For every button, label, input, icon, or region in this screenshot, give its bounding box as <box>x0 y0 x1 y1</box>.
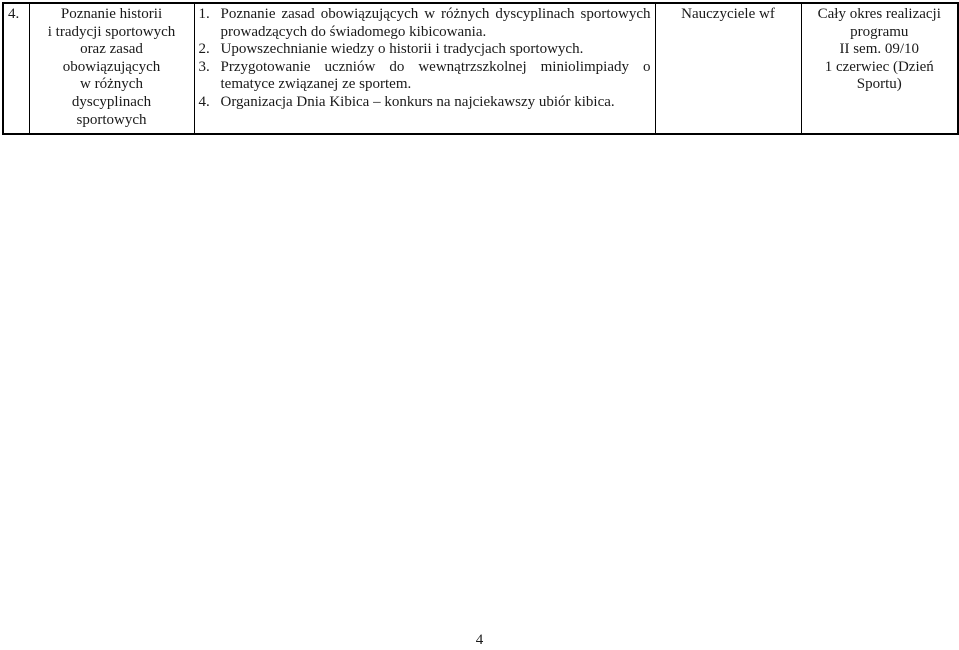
row-number-cell <box>3 3 29 134</box>
term-line: Cały okres realizacji <box>817 6 941 22</box>
program-table <box>2 2 959 135</box>
term-line: 1 czerwiec (Dzień <box>824 58 934 75</box>
list-item <box>199 59 651 94</box>
task-list <box>199 6 651 112</box>
task-text: Poznanie zasad obowiązujących w różnych dyscyplinach sportowych prowadzących do świadomego kibicowania. <box>220 6 651 40</box>
task-text: Przygotowanie uczniów do wewnątrzszkolnej miniolimpiady o tematyce związanej ze sportem. <box>220 58 651 93</box>
topic-line: w różnych <box>80 76 143 93</box>
task-text: Upowszechnianie wiedzy o historii i tradycjach sportowych. <box>220 41 584 58</box>
list-item <box>199 94 651 112</box>
page-number: 4 <box>475 632 484 648</box>
topic-line: sportowych <box>76 111 147 128</box>
task-number: 3. <box>198 58 210 75</box>
list-item <box>199 6 651 41</box>
table-row <box>3 3 958 134</box>
topic-cell <box>29 3 194 134</box>
topic-line: oraz zasad <box>80 41 143 58</box>
tasks-cell <box>194 3 655 134</box>
term-line: programu <box>850 23 909 40</box>
responsible-cell <box>655 3 801 134</box>
task-number: 2. <box>198 41 210 58</box>
topic-line: Poznanie historii <box>60 6 163 22</box>
row-number: 4. <box>8 6 20 22</box>
term-line: Sportu) <box>856 76 902 93</box>
term-line: II sem. 09/10 <box>839 41 920 58</box>
topic-line: i tradycji sportowych <box>47 23 176 40</box>
topic-line: obowiązujących <box>62 58 161 75</box>
task-number: 1. <box>198 6 210 22</box>
responsible-text: Nauczyciele wf <box>681 6 775 22</box>
list-item <box>199 41 651 59</box>
topic-line: dyscyplinach <box>71 93 152 110</box>
task-text: Organizacja Dnia Kibica – konkurs na najciekawszy ubiór kibica. <box>220 93 615 110</box>
term-cell <box>801 3 958 134</box>
task-number: 4. <box>198 93 210 110</box>
